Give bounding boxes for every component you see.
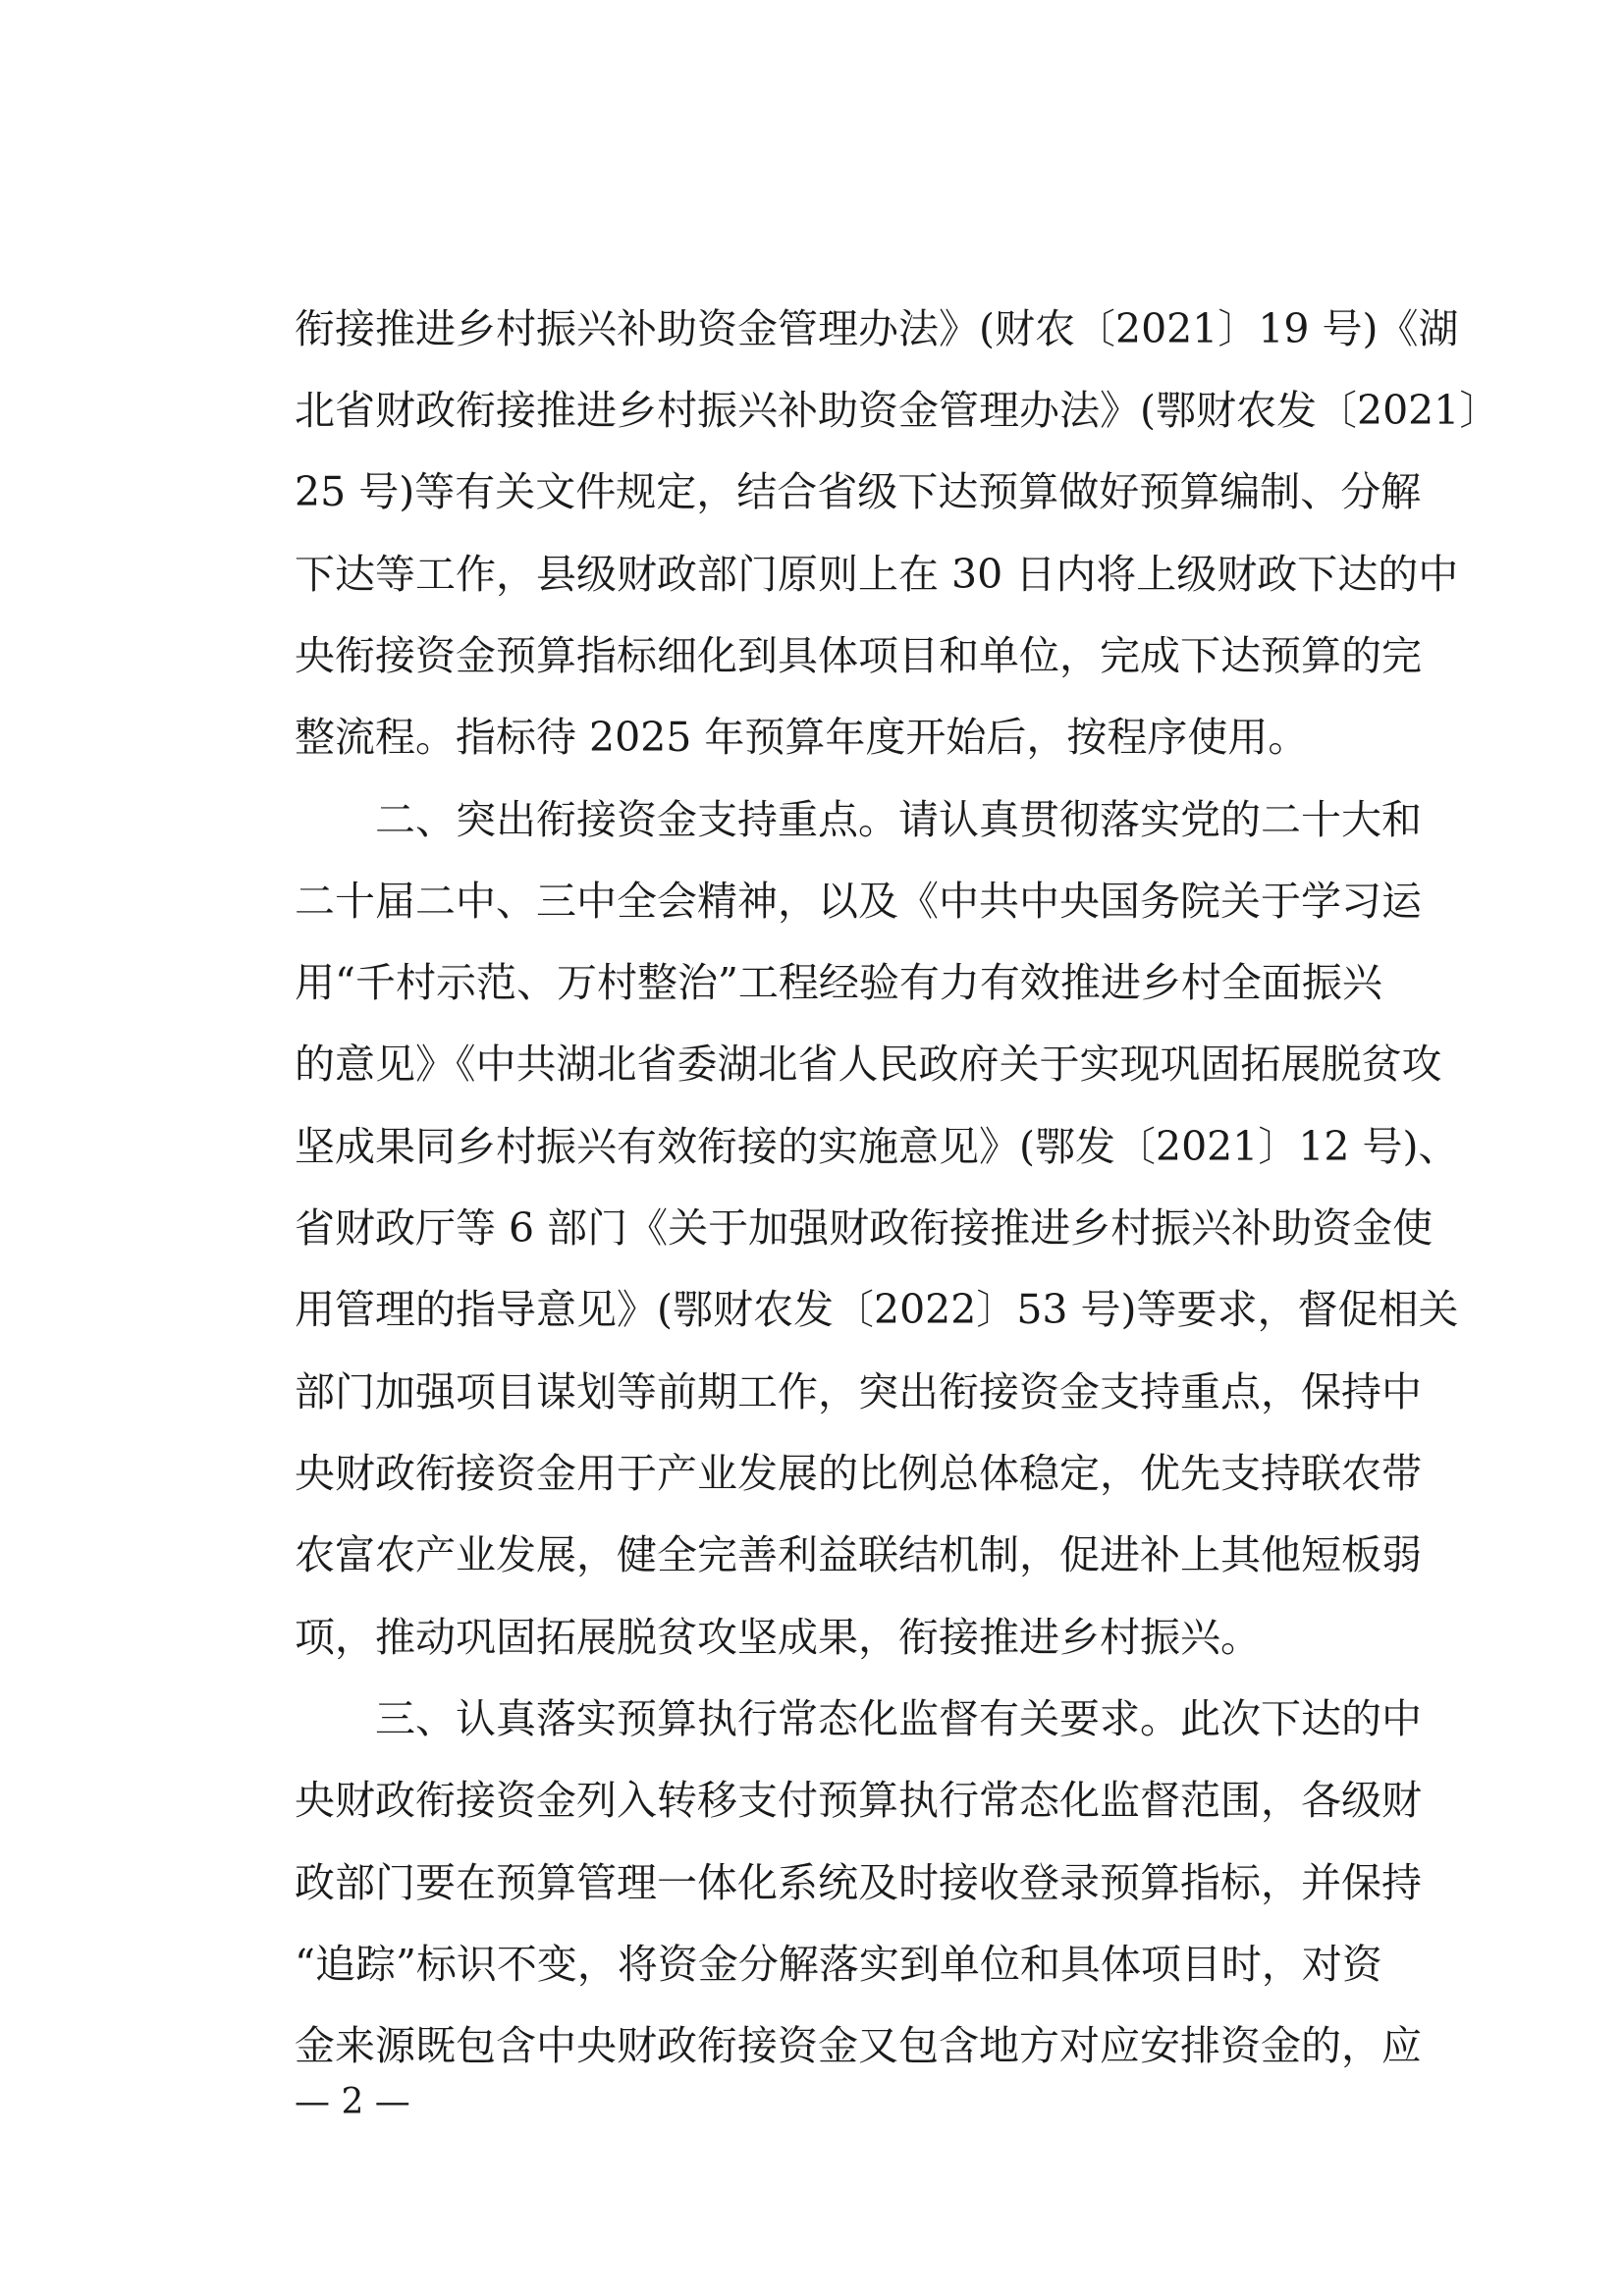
paragraph-2-line-4: 的意见》《中共湖北省委湖北省人民政府关于实现巩固拓展脱贫攻 [295,1041,1442,1088]
paragraph-3-line-1: 三、认真落实预算执行常态化监督有关要求。此次下达的中 [375,1695,1422,1742]
paragraph-2-line-2: 二十届二中、三中全会精神，以及《中共中央国务院关于学习运 [295,878,1422,925]
paragraph-1-line-1: 衔接推进乡村振兴补助资金管理办法》(财农〔2021〕19 号)《湖 [295,305,1459,352]
paragraph-2-line-6: 省财政厅等 6 部门《关于加强财政衔接推进乡村振兴补助资金使 [295,1204,1434,1252]
paragraph-2-line-3: 用“千村示范、万村整治”工程经验有力有效推进乡村全面振兴 [295,959,1382,1006]
paragraph-3-line-5: 金来源既包含中央财政衔接资金又包含地方对应安排资金的，应 [295,2022,1422,2069]
paragraph-3-line-4: “追踪”标识不变，将资金分解落实到单位和具体项目时，对资 [295,1941,1382,1988]
paragraph-1-line-4: 下达等工作，县级财政部门原则上在 30 日内将上级财政下达的中 [295,551,1459,598]
paragraph-1-line-2: 北省财政衔接推进乡村振兴补助资金管理办法》(鄂财农发〔2021〕 [295,387,1500,434]
paragraph-1-line-3: 25 号)等有关文件规定，结合省级下达预算做好预算编制、分解 [295,468,1422,515]
paragraph-2-line-11: 项，推动巩固拓展脱贫攻坚成果，衔接推进乡村振兴。 [295,1614,1261,1661]
paragraph-2-line-7: 用管理的指导意见》(鄂财农发〔2022〕53 号)等要求，督促相关 [295,1286,1459,1333]
paragraph-2-line-9: 央财政衔接资金用于产业发展的比例总体稳定，优先支持联农带 [295,1450,1422,1497]
paragraph-3-line-3: 政部门要在预算管理一体化系统及时接收登录预算指标，并保持 [295,1859,1422,1906]
paragraph-3-line-2: 央财政衔接资金列入转移支付预算执行常态化监督范围，各级财 [295,1777,1422,1824]
page-number: — 2 — [295,2082,410,2122]
paragraph-1-line-6: 整流程。指标待 2025 年预算年度开始后，按程序使用。 [295,714,1309,761]
paragraph-2-line-5: 坚成果同乡村振兴有效衔接的实施意见》(鄂发〔2021〕12 号)、 [295,1123,1459,1170]
paragraph-2-line-10: 农富农产业发展，健全完善利益联结机制，促进补上其他短板弱 [295,1531,1422,1578]
paragraph-1-line-5: 央衔接资金预算指标细化到具体项目和单位，完成下达预算的完 [295,632,1422,679]
paragraph-2-line-1: 二、突出衔接资金支持重点。请认真贯彻落实党的二十大和 [375,796,1422,843]
paragraph-2-line-8: 部门加强项目谋划等前期工作，突出衔接资金支持重点，保持中 [295,1368,1422,1415]
